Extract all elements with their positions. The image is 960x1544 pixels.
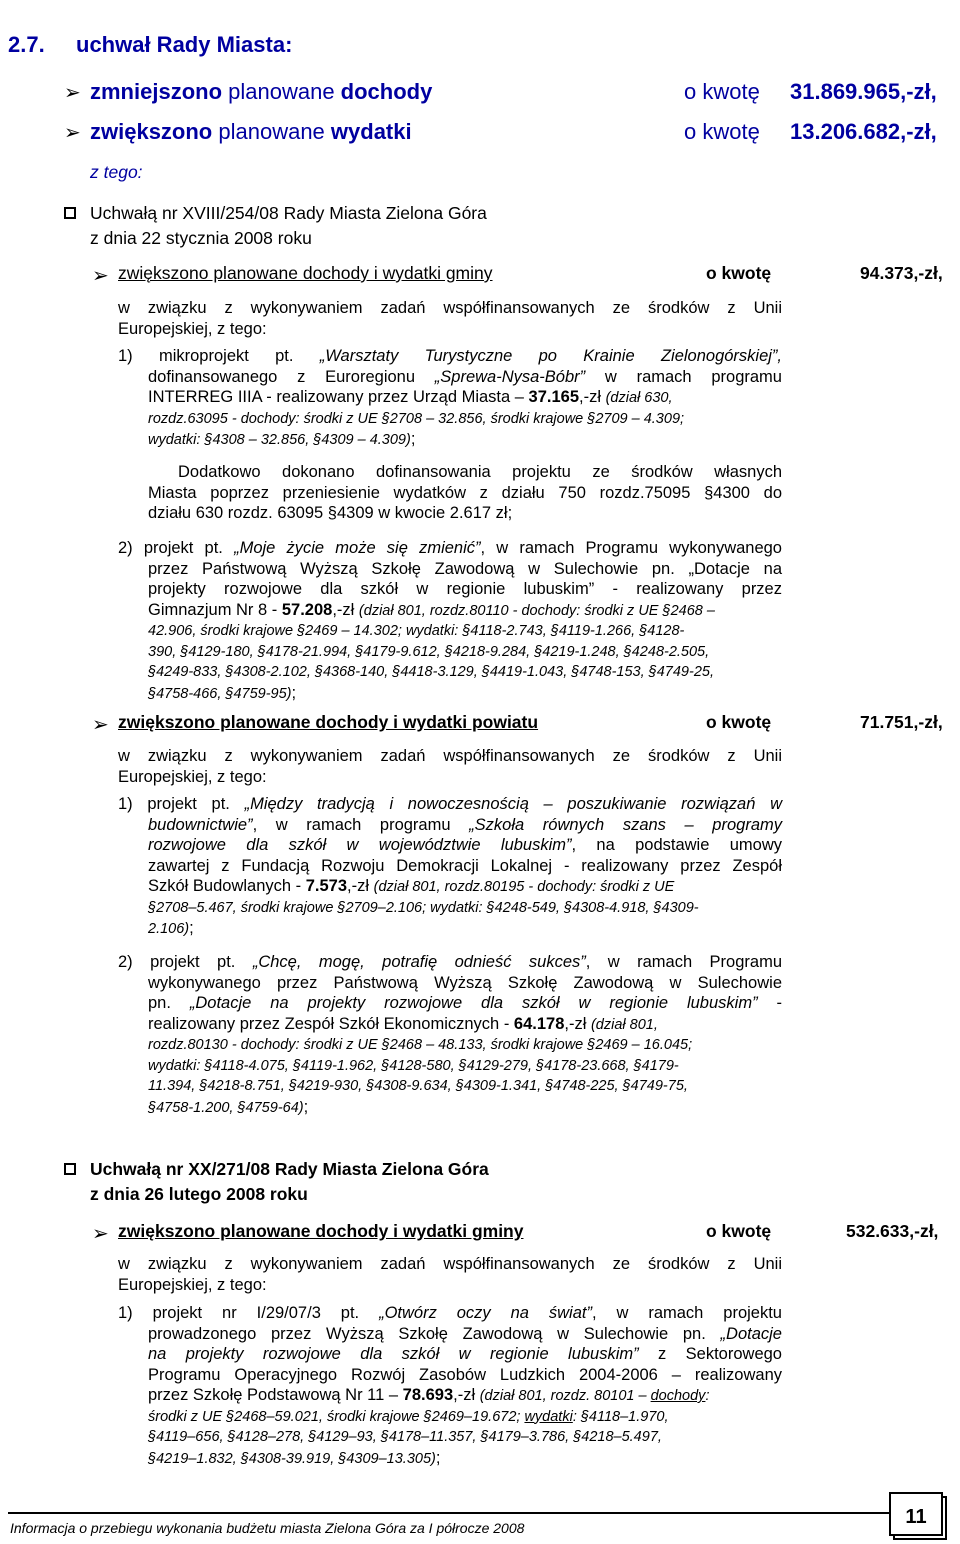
footer-text: Informacja o przebiegu wykonania budżetu miasta Zielona Góra za I półrocze 2008	[10, 1520, 525, 1536]
gmina-amount: 94.373,-zł,	[860, 263, 943, 283]
summary-dochody-amount: 31.869.965,-zł,	[790, 79, 937, 104]
gmina2-amount: 532.633,-zł,	[846, 1221, 939, 1241]
gmina-label: zwiększono planowane dochody i wydatki gminy	[118, 263, 493, 283]
summary-wydatki: zwiększono planowane wydatki	[90, 119, 412, 144]
projekt-moje-zycie-paragraph: 2) projekt pt. „Moje życie może się zmienić”, w ramach Programu wykonywanego przez Państwową Wyższą Szkołę Zawodową w Sulechowie pn. „Dotacje na projekty rozwojowe dla szkół w regionie lubuskim” - realizowany przez Gimnazjum Nr 8 - 57.208,-zł (dział 801, rozdz.80110 - dochody: środki z UE §2468 – 42.906, środki krajowe §2469 – 14.302; wydatki: §4118-2.743, §4119-1.266, §4128- 390, §4129-180, §4178-21.994, §4179-9.612, §4218-9.284, §4219-1.248, §4248-2.505, §4249-833, §4308-2.102, §4368-140, §4418-3.129, §4419-1.043, §4748-153, §4749-25, §4758-466, §4759-95);	[118, 539, 782, 702]
arrow-bullet-icon: ➢	[92, 1223, 109, 1245]
mikroprojekt-paragraph: 1) mikroprojekt pt. „Warsztaty Turystyczne po Krainie Zielonogórskiej”, dofinansowanego z Euroregionu „Sprewa-Nysa-Bóbr” w ramach programu INTERREG IIIA - realizowany przez Urząd Miasta – 37.165,-zł (dział 630, rozdz.63095 - dochody: środki z UE §2708 – 32.856, środki krajowe §2709 – 4.309; wydatki: §4308 – 32.856, §4309 – 4.309);	[118, 347, 782, 448]
arrow-bullet-icon: ➢	[92, 265, 109, 287]
checkbox-bullet-icon	[64, 207, 76, 219]
resolution-2-title: Uchwałą nr XX/271/08 Rady Miasta Zielona Góra	[90, 1159, 489, 1179]
resolution-1-title: Uchwałą nr XVIII/254/08 Rady Miasta Zielona Góra	[90, 203, 487, 223]
gmina-intro: w związku z wykonywaniem zadań współfinansowanych ze środków z Unii Europejskiej, z tego:	[118, 299, 782, 338]
projekt-chce-moge-paragraph: 2) projekt pt. „Chcę, mogę, potrafię odnieść sukces”, w ramach Programu wykonywanego przez Państwową Wyższą Szkołę Zawodową w Sulechowie pn. „Dotacje na projekty rozwojowe dla szkół w regionie lubuskim” - realizowany przez Zespół Szkół Ekonomicznych - 64.178,-zł (dział 801, rozdz.80130 - dochody: środki z UE §2468 – 48.133, środki krajowe §2469 – 16.045; wydatki: §4118-4.075, §4119-1.962, §4128-580, §4129-279, §4178-23.668, §4179- 11.394, §4218-8.751, §4219-930, §4308-9.634, §4309-1.341, §4748-225, §4749-75, §4758-1.200, §4759-64);	[118, 953, 782, 1116]
projekt-tradycja-paragraph: 1) projekt pt. „Między tradycją i nowoczesnością – poszukiwanie rozwiązań w budownictwie”, w ramach programu „Szkoła równych szans – programy rozwojowe dla szkół w województwie lubuskim”, na podstawie umowy zawartej z Fundacją Rozwoju Demokracji Lokalnej - realizowany przez Zespół Szkół Budowlanych - 7.573,-zł (dział 801, rozdz.80195 - dochody: środki z UE §2708–5.467, środki krajowe §2709–2.106; wydatki: §4248-549, §4308-4.918, §4309- 2.106);	[118, 795, 782, 937]
powiat-label: zwiększono planowane dochody i wydatki powiatu	[118, 712, 539, 732]
arrow-bullet-icon: ➢	[64, 82, 81, 104]
powiat-amount: 71.751,-zł,	[860, 712, 943, 732]
section-number: 2.7.	[8, 32, 45, 57]
powiat-intro: w związku z wykonywaniem zadań współfinansowanych ze środków z Unii Europejskiej, z tego:	[118, 747, 782, 786]
powiat-kw: o kwotę	[706, 712, 772, 732]
gmina2-kw: o kwotę	[706, 1221, 772, 1241]
summary-wydatki-amount: 13.206.682,-zł,	[790, 119, 937, 144]
summary-wydatki-kw: o kwotę	[684, 119, 760, 144]
gmina2-label: zwiększono planowane dochody i wydatki gminy	[118, 1221, 524, 1241]
summary-dochody-kw: o kwotę	[684, 79, 760, 104]
page-number: 11	[905, 1506, 927, 1528]
projekt-otworz-oczy-paragraph: 1) projekt nr I/29/07/3 pt. „Otwórz oczy na świat”, w ramach projektu prowadzonego przez Wyższą Szkołę Zawodową w Sulechowie pn. „Dotacje na projekty rozwojowe dla szkół w regionie lubuskim” z Sektorowego Programu Operacyjnego Rozwój Zasobów Ludzkich 2004-2006 – realizowany przez Szkołę Podstawową Nr 11 – 78.693,-zł (dział 801, rozdz. 80101 – dochody: środki z UE §2468–59.021, środki krajowe §2469–19.672; wydatki: §4118–1.970, §4119–656, §4128–278, §4129–93, §4178–11.357, §4179–3.786, §4218–5.497, §4219–1.832, §4308-39.919, §4309–13.305);	[118, 1304, 782, 1467]
checkbox-bullet-icon	[64, 1163, 76, 1175]
resolution-1-date: z dnia 22 stycznia 2008 roku	[90, 228, 312, 248]
gmina2-intro: w związku z wykonywaniem zadań współfinansowanych ze środków z Unii Europejskiej, z tego:	[118, 1255, 782, 1294]
dodatkowo-paragraph: Dodatkowo dokonano dofinansowania projektu ze środków własnych Miasta poprzez przeniesienie wydatków z działu 750 rozdz.75095 §4300 do działu 630 rozdz. 63095 §4309 w kwocie 2.617 zł;	[148, 463, 782, 522]
z-tego-label: z tego:	[90, 162, 143, 182]
arrow-bullet-icon: ➢	[92, 714, 109, 736]
section-title: uchwał Rady Miasta:	[76, 32, 293, 57]
gmina-kw: o kwotę	[706, 263, 772, 283]
resolution-2-date: z dnia 26 lutego 2008 roku	[90, 1184, 308, 1204]
footer-rule	[8, 1512, 895, 1514]
arrow-bullet-icon: ➢	[64, 122, 81, 144]
summary-dochody: zmniejszono planowane dochody	[90, 79, 433, 104]
